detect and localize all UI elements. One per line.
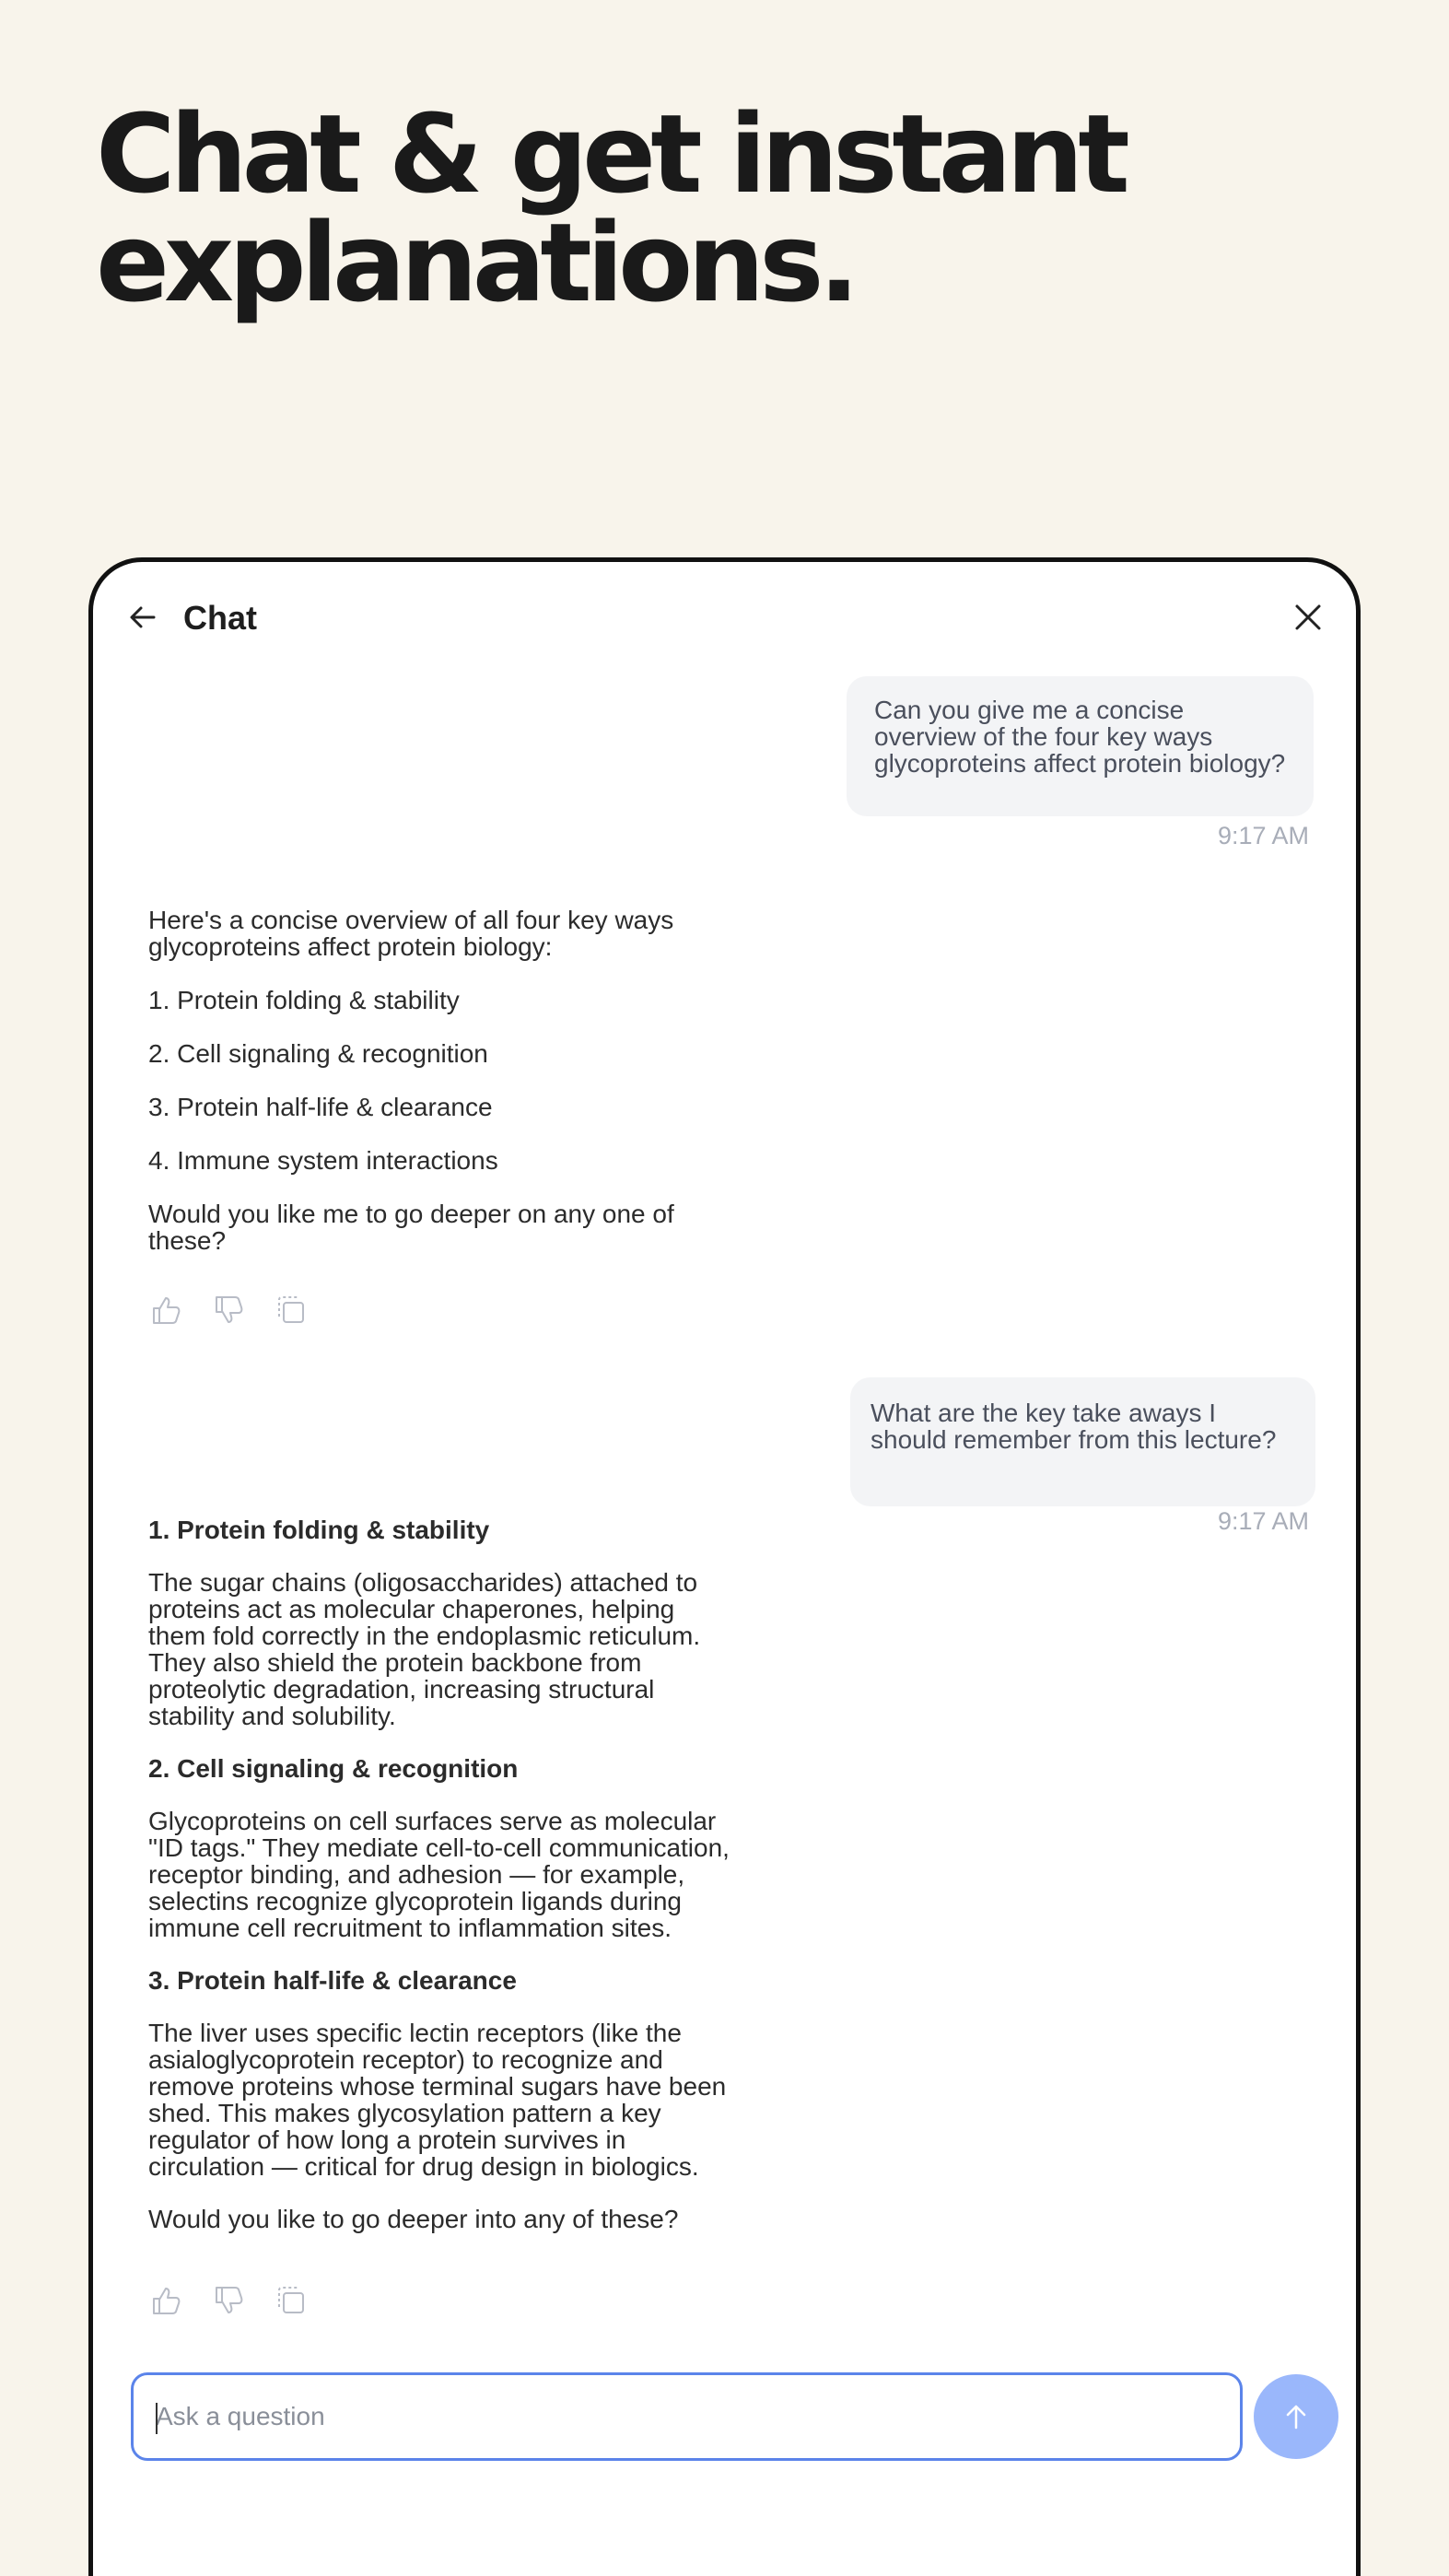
- user-message: [850, 1377, 1315, 1506]
- copy-icon[interactable]: [274, 2283, 309, 2318]
- section-heading: 1. Protein folding & stability: [148, 1516, 490, 1544]
- assistant-list-item: 1. Protein folding & stability: [148, 986, 460, 1014]
- headline-line-2: explanations.: [96, 199, 855, 326]
- assistant-outro: Would you like me to go deeper on any one of these?: [148, 1200, 674, 1255]
- assistant-message: [148, 1516, 738, 2232]
- section-heading: 2. Cell signaling & recognition: [148, 1754, 519, 1783]
- user-message-text: Can you give me a concise overview of the four key ways glycoproteins affect protein biology?: [874, 696, 1286, 778]
- section-body: Glycoproteins on cell surfaces serve as molecular "ID tags." They mediate cell-to-cell communication, receptor binding, and adhesion — for example, selectins recognize glycoprotein ligands during immune cell recruitment to inflammation sites.: [148, 1807, 730, 1942]
- close-icon[interactable]: [1291, 601, 1325, 634]
- copy-icon[interactable]: [274, 1293, 309, 1328]
- assistant-intro: Here's a concise overview of all four key ways glycoproteins affect protein biology:: [148, 906, 674, 961]
- user-message: [847, 676, 1314, 816]
- back-arrow-icon[interactable]: [126, 601, 159, 634]
- arrow-up-icon: [1280, 2401, 1312, 2432]
- chat-header: [93, 562, 1356, 673]
- message-timestamp: 9:17 AM: [1217, 822, 1309, 849]
- headline: [96, 90, 1125, 326]
- thumbs-down-icon[interactable]: [211, 1293, 246, 1328]
- assistant-outro: Would you like to go deeper into any of these?: [148, 2205, 679, 2233]
- section-body: The liver uses specific lectin receptors (like the asialoglycoprotein receptor) to recognize and remove proteins whose terminal sugars have been shed. This makes glycosylation pattern a key regulator of how long a protein survives in circulation — critical for drug design in biologics.: [148, 2019, 727, 2181]
- assistant-message: [148, 907, 701, 1254]
- thumbs-up-icon[interactable]: [148, 1293, 183, 1328]
- assistant-list-item: 3. Protein half-life & clearance: [148, 1093, 493, 1121]
- headline-line-1: Chat & get instant: [96, 90, 1125, 217]
- message-actions: [148, 2283, 309, 2318]
- send-button[interactable]: [1254, 2374, 1338, 2459]
- message-timestamp: 9:17 AM: [1217, 1507, 1309, 1535]
- thumbs-up-icon[interactable]: [148, 2283, 183, 2318]
- assistant-list-item: 2. Cell signaling & recognition: [148, 1039, 488, 1068]
- section-heading: 3. Protein half-life & clearance: [148, 1966, 517, 1995]
- message-actions: [148, 1293, 309, 1328]
- chat-window: [88, 557, 1361, 2576]
- assistant-list-item: 4. Immune system interactions: [148, 1146, 498, 1175]
- question-input[interactable]: [134, 2375, 1240, 2458]
- thumbs-down-icon[interactable]: [211, 2283, 246, 2318]
- question-input-box: [131, 2372, 1243, 2461]
- user-message-text: What are the key take aways I should remember from this lecture?: [871, 1399, 1277, 1454]
- text-caret: [156, 2403, 158, 2434]
- section-body: The sugar chains (oligosaccharides) attached to proteins act as molecular chaperones, helping them fold correctly in the endoplasmic reticulum. They also shield the protein backbone from proteolytic degradation, increasing structural stability and solubility.: [148, 1568, 701, 1730]
- chat-title: Chat: [183, 599, 257, 637]
